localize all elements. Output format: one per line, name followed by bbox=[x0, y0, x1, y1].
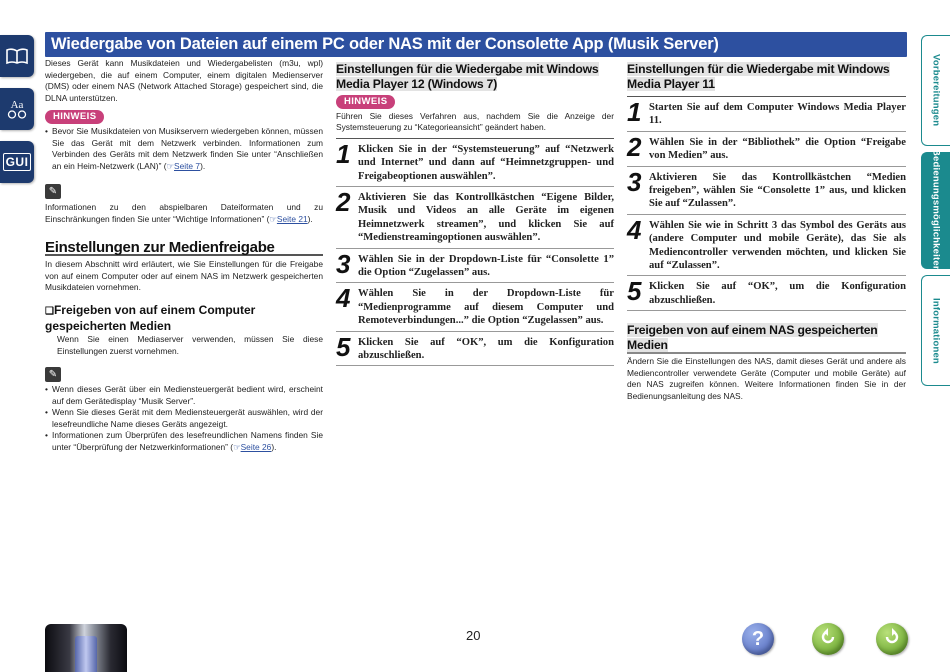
device-image bbox=[45, 624, 127, 672]
hinweis-list bbox=[45, 126, 323, 172]
step-row bbox=[627, 215, 906, 277]
step-number: 4 bbox=[336, 283, 351, 314]
step-number: 2 bbox=[336, 187, 351, 217]
step-number: 4 bbox=[627, 214, 642, 245]
memo-bullet-end: ). bbox=[271, 442, 277, 453]
gui-nav-button[interactable] bbox=[0, 141, 34, 183]
checkbox-icon: ❑ bbox=[45, 305, 54, 317]
step-row bbox=[627, 276, 906, 311]
nas-text: Ändern Sie die Einstellungen des NAS, damit dieses Gerät und andere als Mediencontroller verwendete Geräte (Computer und mobile Geräte) auf den NAS zugreifen können. Weitere Informationen finden Sie in der Bedienungsanleitung des NAS. bbox=[627, 356, 906, 402]
hinweis-badge: HINWEIS bbox=[45, 110, 104, 124]
wmp12-heading-text: Einstellungen für die Wiedergabe mit Windows Media Player 12 (Windows 7) bbox=[336, 62, 599, 91]
contents-nav-button[interactable] bbox=[0, 35, 34, 77]
memo-text-end: ). bbox=[307, 213, 313, 224]
intro-text: Dieses Gerät kann Musikdateien und Wiedergabelisten (m3u, wpl) wiedergeben, die auf einem Computer, einem digitalen Medienserver (DMS) oder einem NAS (Network Attached Storage) gespeichert sind, die DLNA unterstützen. bbox=[45, 58, 323, 103]
tab-informationen[interactable] bbox=[921, 275, 950, 386]
page-ref-icon: ☞ bbox=[166, 160, 174, 171]
memo-list bbox=[45, 384, 323, 454]
sub-heading bbox=[45, 303, 323, 334]
right-column bbox=[627, 58, 906, 403]
text-icon-label: Aa bbox=[10, 98, 24, 111]
step-text: Klicken Sie auf “OK”, um die Konfiguration abzuschließen. bbox=[358, 336, 614, 362]
middle-column bbox=[336, 58, 614, 366]
step-number: 3 bbox=[336, 248, 351, 279]
step-text: Aktivieren Sie das Kontrollkästchen “Eigene Bilder, Musik und Videos an alle Geräte im eigenen Heimnetzwerk streamen”, und klicken Sie auf “Medienstreamingoptionen auswählen”. bbox=[358, 192, 614, 244]
wmp12-steps bbox=[336, 138, 614, 367]
page-title: Wiedergabe von Dateien auf einem PC oder NAS mit der Consolette App (Musik Server) bbox=[51, 35, 719, 53]
wmp11-heading-text: Einstellungen für die Wiedergabe mit Windows Media Player 11 bbox=[627, 62, 890, 91]
gui-icon: GUI bbox=[3, 153, 32, 171]
step-text: Klicken Sie in der “Systemsteuerung” auf “Netzwerk und Internet” und dann auf “Heimnetzgruppen- und Freigabeoptionen auswählen”. bbox=[358, 143, 614, 182]
step-text: Wählen Sie wie in Schritt 3 das Symbol des Geräts aus (andere Computer und mobile Geräte), das Sie als Mediencontroller verwenden möchten, und klicken Sie auf “Zulassen”. bbox=[649, 219, 906, 272]
step-row bbox=[627, 132, 906, 167]
step-text: Aktivieren Sie das Kontrollkästchen “Medien freigeben”, wählen Sie “Consolette 1” aus, und klicken Sie auf “Zulassen”. bbox=[649, 171, 906, 210]
memo-text-body: Informationen zu den abspielbaren Dateiformaten und zu Einschränkungen finden Sie unter “Wichtige Informationen” ( bbox=[45, 202, 323, 224]
page-ref-icon: ☞ bbox=[269, 213, 277, 224]
memo-bullet-text: Informationen zum Überprüfen des lesefreundlichen Namens finden Sie unter “Überprüfung der Netzwerkinformationen” ( bbox=[52, 430, 323, 453]
tab-vorbereitungen-label: Vorbereitungen bbox=[930, 54, 942, 127]
tab-bedienungsmoeglichkeiten-label: Bedienungsmöglichkeiten bbox=[930, 149, 942, 272]
glossary-nav-button[interactable] bbox=[0, 88, 34, 130]
title-bar bbox=[45, 32, 907, 57]
tab-bedienungsmoeglichkeiten[interactable] bbox=[921, 149, 950, 272]
memo-icon: ✎ bbox=[45, 367, 61, 382]
page-link-21[interactable]: Seite 21 bbox=[276, 213, 308, 224]
back-button[interactable] bbox=[812, 623, 844, 655]
wmp11-steps bbox=[627, 96, 906, 311]
nas-heading-text: Freigeben von auf einem NAS gespeicherten Medien bbox=[627, 323, 878, 352]
book-icon bbox=[5, 47, 29, 65]
list-item: • Wenn Sie dieses Gerät mit dem Mediensteuergerät auswählen, wird der lesefreundliche Name dieses Geräts angezeigt. bbox=[45, 407, 323, 430]
tab-informationen-label: Informationen bbox=[930, 297, 942, 364]
step-row bbox=[336, 249, 614, 284]
nas-heading bbox=[627, 323, 906, 354]
hinweis-text: Führen Sie dieses Verfahren aus, nachdem Sie die Anzeige der Systemsteuerung zu “Kategorieansicht” geändert haben. bbox=[336, 110, 614, 133]
step-row bbox=[336, 139, 614, 187]
step-row bbox=[627, 167, 906, 215]
forward-arrow-icon bbox=[882, 627, 902, 652]
memo-text bbox=[45, 202, 323, 225]
page-link-26[interactable]: Seite 26 bbox=[240, 442, 272, 453]
step-row bbox=[336, 187, 614, 249]
list-item bbox=[45, 126, 323, 172]
hinweis-badge: HINWEIS bbox=[336, 95, 395, 109]
wmp11-heading bbox=[627, 62, 906, 91]
section-heading: Einstellungen zur Medienfreigabe bbox=[45, 242, 323, 257]
wmp12-heading bbox=[336, 62, 614, 91]
step-text: Wählen Sie in der Dropdown-Liste für “Consolette 1” die Option “Zugelassen” aus. bbox=[358, 253, 614, 279]
list-item bbox=[45, 430, 323, 453]
page-number: 20 bbox=[466, 628, 481, 643]
step-row bbox=[336, 283, 614, 331]
step-number: 2 bbox=[627, 131, 642, 162]
help-button[interactable] bbox=[742, 623, 774, 655]
sub-text: Wenn Sie einen Mediaserver verwenden, müssen Sie diese Einstellungen zuerst vornehmen. bbox=[57, 333, 323, 356]
step-text: Wählen Sie in der “Bibliothek” die Option “Freigabe von Medien” aus. bbox=[649, 136, 906, 162]
memo-icon: ✎ bbox=[45, 184, 61, 199]
hinweis-bullet-text: Bevor Sie Musikdateien von Musikservern wiedergeben können, müssen Sie das Gerät mit dem Netzwerk verbinden. Informationen zum Verbinden des Geräts mit dem Netzwerk finden Sie unter “Anschließen an ein Heim-Netzwerk (LAN)” ( bbox=[52, 125, 323, 171]
sub-heading-text: Freigeben von auf einem Computer gespeicherten Medien bbox=[45, 302, 256, 334]
step-text: Klicken Sie auf “OK”, um die Konfiguration abzuschließen. bbox=[649, 281, 906, 306]
tab-vorbereitungen[interactable] bbox=[921, 35, 950, 146]
page-ref-icon: ☞ bbox=[233, 442, 241, 453]
step-number: 1 bbox=[627, 97, 642, 127]
step-number: 5 bbox=[336, 331, 351, 362]
page-link-7[interactable]: Seite 7 bbox=[174, 160, 201, 171]
step-text: Wählen Sie in der Dropdown-Liste für “Medienprogramme auf diesem Computer und Remoteverbindungen...” die Option “Zugelassen” aus. bbox=[358, 288, 614, 327]
help-icon: ? bbox=[751, 627, 765, 650]
step-number: 5 bbox=[627, 276, 642, 307]
hinweis-bullet-end: ). bbox=[200, 160, 206, 171]
text-icon bbox=[7, 100, 27, 119]
step-row bbox=[336, 332, 614, 367]
left-column bbox=[45, 58, 323, 454]
section-intro: In diesem Abschnitt wird erläutert, wie Sie Einstellungen für die Freigabe von auf einem Computer oder auf einem NAS im Netzwerk gespeicherten Musikdateien vornehmen. bbox=[45, 259, 323, 293]
back-arrow-icon bbox=[818, 627, 838, 652]
step-row bbox=[627, 97, 906, 132]
step-number: 1 bbox=[336, 138, 351, 169]
step-number: 3 bbox=[627, 166, 642, 197]
step-text: Starten Sie auf dem Computer Windows Media Player 11. bbox=[649, 102, 906, 127]
forward-button[interactable] bbox=[876, 623, 908, 655]
list-item: • Wenn dieses Gerät über ein Mediensteuergerät bedient wird, erscheint auf dem Gerätedisplay “Musik Server”. bbox=[45, 384, 323, 407]
